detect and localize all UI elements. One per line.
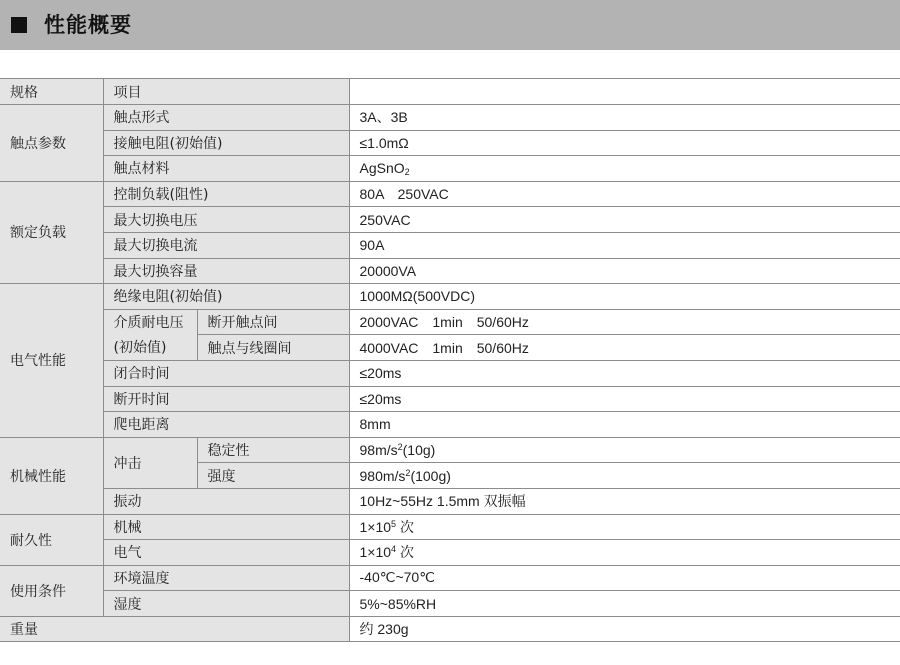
item-value: 10Hz~55Hz 1.5mm 双振幅: [349, 488, 900, 514]
section-title: 性能概要: [44, 13, 132, 37]
item-value: [349, 437, 900, 463]
table-row: [0, 360, 900, 386]
table-row: [0, 591, 900, 617]
item-value: ≤20ms: [349, 360, 900, 386]
table-row: [0, 130, 900, 156]
value-superscript: 4: [391, 544, 397, 555]
value-base: 980m/s: [359, 467, 406, 484]
value-base: 1×10: [359, 544, 392, 561]
item-label: 冲击: [103, 437, 197, 488]
item-value: 8mm: [349, 412, 900, 438]
item-value: [349, 156, 900, 182]
item-label: 最大切换电压: [103, 207, 349, 233]
item-value: 90A: [349, 232, 900, 258]
item-label: 控制负载(阻性): [103, 181, 349, 207]
item-label: 机械: [103, 514, 349, 540]
value-base: AgSnO: [359, 160, 405, 177]
table-row: [0, 335, 900, 361]
section-header: [0, 0, 900, 50]
subitem-label: 断开触点间: [197, 309, 349, 335]
table-row: [0, 386, 900, 412]
header-item: 项目: [103, 79, 349, 105]
item-label: 湿度: [103, 591, 349, 617]
item-label: 绝缘电阻(初始值): [103, 284, 349, 310]
table-row: [0, 156, 900, 182]
header-value: [349, 79, 900, 105]
item-label: 最大切换电流: [103, 232, 349, 258]
value-superscript: 2: [405, 467, 411, 478]
item-label: 振动: [103, 488, 349, 514]
table-row: [0, 258, 900, 284]
item-label: 触点形式: [103, 105, 349, 131]
square-bullet-icon: [11, 17, 27, 33]
subitem-label: 触点与线圈间: [197, 335, 349, 361]
item-value: 2000VAC 1min 50/60Hz: [349, 309, 900, 335]
table-row: [0, 181, 900, 207]
item-label: 电气: [103, 540, 349, 566]
item-value: ≤20ms: [349, 386, 900, 412]
value-superscript: 2: [397, 442, 403, 453]
table-row: [0, 232, 900, 258]
item-value: 3A、3B: [349, 105, 900, 131]
table-row: [0, 284, 900, 310]
item-value: [349, 463, 900, 489]
item-label: 接触电阻(初始值): [103, 130, 349, 156]
value-tail: (10g): [402, 442, 436, 459]
item-value: -40℃~70℃: [349, 565, 900, 591]
category-weight: 重量: [0, 616, 349, 642]
subitem-label: 稳定性: [197, 437, 349, 463]
value-base: 1×10: [359, 518, 392, 535]
value-tail: 次: [396, 544, 414, 561]
value-tail: 次: [396, 518, 414, 535]
value-subscript: 2: [404, 167, 410, 178]
table-row: [0, 309, 900, 335]
value-tail: (100g): [410, 467, 451, 484]
item-label: 介质耐电压: [103, 309, 197, 335]
item-value: 4000VAC 1min 50/60Hz: [349, 335, 900, 361]
item-value: 1000MΩ(500VDC): [349, 284, 900, 310]
table-row: [0, 437, 900, 463]
subitem-label: 强度: [197, 463, 349, 489]
item-value: [349, 540, 900, 566]
table-row: [0, 412, 900, 438]
item-label: 闭合时间: [103, 360, 349, 386]
value-superscript: 5: [391, 518, 397, 529]
header-spec: 规格: [0, 79, 103, 105]
item-label: 爬电距离: [103, 412, 349, 438]
item-label: 最大切换容量: [103, 258, 349, 284]
item-label: (初始值): [103, 335, 197, 361]
table-row: [0, 540, 900, 566]
item-value: 约 230g: [349, 616, 900, 642]
item-value: 20000VA: [349, 258, 900, 284]
spec-table: [0, 78, 900, 642]
category-durability: 耐久性: [0, 514, 103, 565]
item-value: 80A 250VAC: [349, 181, 900, 207]
table-row: [0, 105, 900, 131]
table-row: [0, 207, 900, 233]
table-row: [0, 565, 900, 591]
table-row: [0, 514, 900, 540]
category-conditions: 使用条件: [0, 565, 103, 616]
value-base: 98m/s: [359, 442, 398, 459]
table-row: [0, 616, 900, 642]
category-electrical: 电气性能: [0, 284, 103, 438]
item-label: 环境温度: [103, 565, 349, 591]
item-label: 触点材料: [103, 156, 349, 182]
category-contact: 触点参数: [0, 105, 103, 182]
item-label: 断开时间: [103, 386, 349, 412]
item-value: [349, 514, 900, 540]
category-load: 额定负载: [0, 181, 103, 283]
item-value: ≤1.0mΩ: [349, 130, 900, 156]
item-value: 5%~85%RH: [349, 591, 900, 617]
table-header-row: [0, 79, 900, 105]
item-value: 250VAC: [349, 207, 900, 233]
category-mechanical: 机械性能: [0, 437, 103, 514]
table-row: [0, 488, 900, 514]
